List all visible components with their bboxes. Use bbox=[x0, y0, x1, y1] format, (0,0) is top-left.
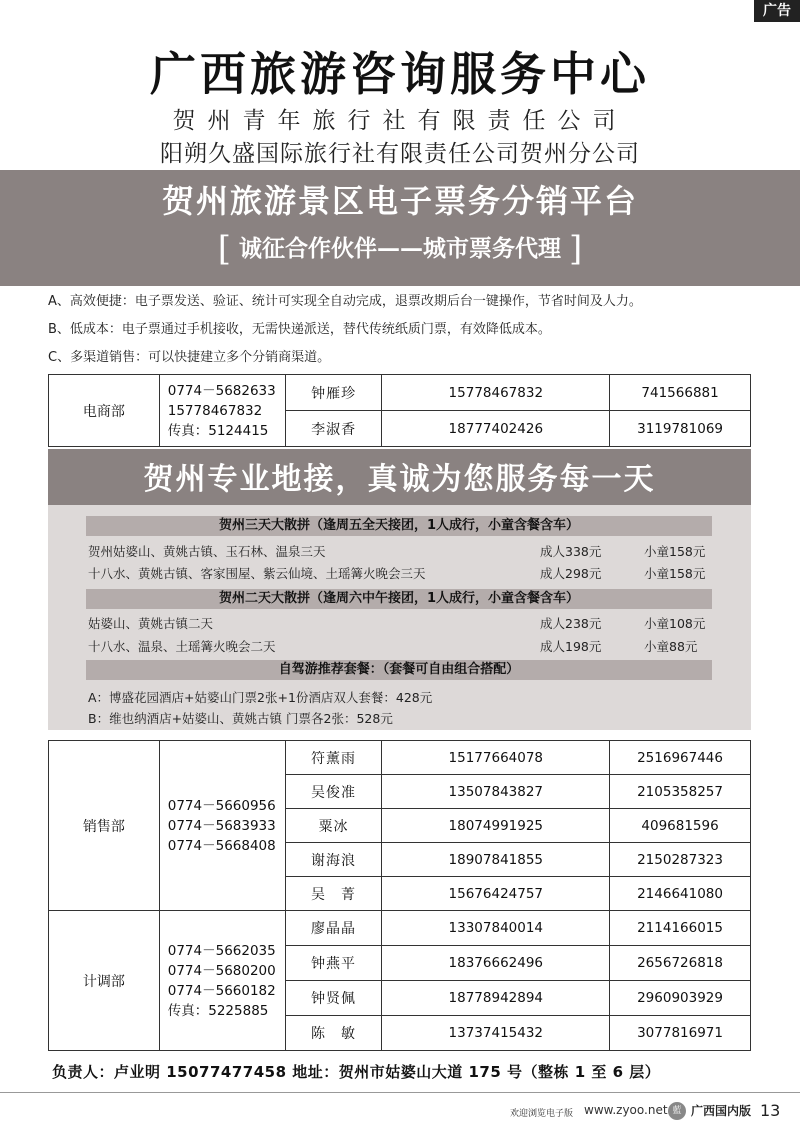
contact-mobile: 18778942894 bbox=[382, 981, 610, 1016]
tour-route: 贺州姑婆山、黄姚古镇、玉石林、温泉三天 bbox=[88, 544, 326, 559]
contact-name: 吴 菁 bbox=[285, 877, 382, 911]
contact-qq: 2656726818 bbox=[610, 946, 751, 981]
contact-name: 符薰雨 bbox=[285, 741, 382, 775]
phone-line: 15778467832 bbox=[167, 402, 263, 419]
contact-qq: 741566881 bbox=[610, 375, 751, 411]
feature-a: A、高效便捷：电子票发送、验证、统计可实现全自动完成，退票改期后台一键操作，节省时间及人力。 bbox=[48, 294, 642, 309]
dept-label: 电商部 bbox=[49, 375, 160, 447]
logo-icon: 藍 bbox=[668, 1102, 686, 1120]
tour-child-price: 小童108元 bbox=[644, 616, 706, 631]
tour-adult-price: 成人238元 bbox=[540, 616, 602, 631]
contact-mobile: 13507843827 bbox=[382, 775, 610, 809]
contact-qq: 2105358257 bbox=[610, 775, 751, 809]
phone-line: 0774－5682633 bbox=[167, 382, 276, 399]
table-row bbox=[49, 741, 751, 775]
site-link[interactable]: www.zyoo.net bbox=[584, 1103, 668, 1117]
company-name-2: 阳朔久盛国际旅行社有限责任公司贺州分公司 bbox=[160, 141, 640, 167]
contact-mobile: 15676424757 bbox=[382, 877, 610, 911]
recruit-text: 诚征合作伙伴——城市票务代理 bbox=[239, 235, 561, 262]
contact-name: 钟燕平 bbox=[285, 946, 382, 981]
contact-qq: 2516967446 bbox=[610, 741, 751, 775]
dept-label: 销售部 bbox=[49, 741, 160, 911]
dept-label: 计调部 bbox=[49, 911, 160, 1051]
contact-name: 廖晶晶 bbox=[285, 911, 382, 946]
phone-line: 0774－5668408 bbox=[167, 837, 276, 854]
contact-name: 钟雁珍 bbox=[285, 375, 382, 411]
feature-c: C、多渠道销售：可以快捷建立多个分销商渠道。 bbox=[48, 350, 331, 365]
two-day-header: 贺州二天大散拼（逢周六中午接团，1人成行，小童含餐含车） bbox=[86, 589, 712, 609]
contact-qq: 409681596 bbox=[610, 809, 751, 843]
page-title: 广西旅游咨询服务中心 bbox=[150, 47, 650, 101]
tour-child-price: 小童158元 bbox=[644, 566, 706, 581]
bottom-divider bbox=[0, 1092, 800, 1093]
tour-route: 十八水、温泉、土瑶篝火晚会二天 bbox=[88, 639, 276, 654]
contact-name: 李淑香 bbox=[285, 411, 382, 447]
contact-mobile: 13737415432 bbox=[382, 1016, 610, 1051]
contact-mobile: 15778467832 bbox=[382, 375, 610, 411]
welcome-text: 欢迎浏览电子版 bbox=[510, 1109, 574, 1119]
dept-phones bbox=[159, 741, 285, 911]
table-row bbox=[49, 911, 751, 946]
tour-child-price: 小童88元 bbox=[644, 639, 698, 654]
contact-name: 谢海浪 bbox=[285, 843, 382, 877]
contact-qq: 3119781069 bbox=[610, 411, 751, 447]
package-a: A：博盛花园酒店+姑婆山门票2张+1份酒店双人套餐：428元 bbox=[88, 690, 433, 705]
tour-route: 十八水、黄姚古镇、客家围屋、紫云仙境、土瑶篝火晚会三天 bbox=[88, 566, 426, 581]
contact-name: 吴俊准 bbox=[285, 775, 382, 809]
contact-qq: 2114166015 bbox=[610, 911, 751, 946]
tour-adult-price: 成人198元 bbox=[540, 639, 602, 654]
contact-qq: 2150287323 bbox=[610, 843, 751, 877]
contact-mobile: 18376662496 bbox=[382, 946, 610, 981]
company-name-1: 贺州青年旅行社有限责任公司 bbox=[172, 108, 628, 134]
contact-name: 粟冰 bbox=[285, 809, 382, 843]
manager-address: 负责人：卢业明 15077477458 地址：贺州市姑婆山大道 175 号（整栋 1 至 6 层） bbox=[52, 1063, 661, 1081]
tour-adult-price: 成人298元 bbox=[540, 566, 602, 581]
contact-name: 陈 敏 bbox=[285, 1016, 382, 1051]
contact-mobile: 18074991925 bbox=[382, 809, 610, 843]
page-number: 13 bbox=[760, 1101, 781, 1120]
contact-mobile: 15177664078 bbox=[382, 741, 610, 775]
tour-banner: 贺州专业地接，真诚为您服务每一天 bbox=[143, 462, 656, 497]
package-b: B：维也纳酒店+姑婆山、黄姚古镇 门票各2张：528元 bbox=[88, 711, 393, 726]
contact-name: 钟贤佩 bbox=[285, 981, 382, 1016]
phone-line: 0774－5660182 bbox=[167, 982, 276, 999]
self-drive-header: 自驾游推荐套餐：（套餐可自由组合搭配） bbox=[86, 660, 712, 680]
tour-route: 姑婆山、黄姚古镇二天 bbox=[88, 616, 214, 631]
page-footer bbox=[0, 1098, 800, 1127]
feature-b: B、低成本：电子票通过手机接收，无需快递派送，替代传统纸质门票，有效降低成本。 bbox=[48, 322, 551, 337]
contact-mobile: 18777402426 bbox=[382, 411, 610, 447]
contact-qq: 3077816971 bbox=[610, 1016, 751, 1051]
table-row bbox=[49, 375, 751, 411]
bracket-left: [ bbox=[217, 229, 231, 269]
tour-child-price: 小童158元 bbox=[644, 544, 706, 559]
platform-title: 贺州旅游景区电子票务分销平台 bbox=[161, 182, 638, 220]
contact-qq: 2960903929 bbox=[610, 981, 751, 1016]
contact-mobile: 13307840014 bbox=[382, 911, 610, 946]
ecommerce-table bbox=[48, 374, 751, 447]
fax-line: 传真：5124415 bbox=[167, 422, 269, 439]
contacts-table bbox=[48, 740, 751, 1051]
dept-phones bbox=[159, 911, 285, 1051]
fax-line: 传真：5225885 bbox=[167, 1002, 269, 1019]
bracket-right: ] bbox=[569, 229, 583, 269]
contact-qq: 2146641080 bbox=[610, 877, 751, 911]
phone-line: 0774－5662035 bbox=[167, 942, 276, 959]
platform-subtitle bbox=[0, 229, 800, 269]
dept-phones bbox=[159, 375, 285, 447]
phone-line: 0774－5683933 bbox=[167, 817, 276, 834]
phone-line: 0774－5660956 bbox=[167, 797, 276, 814]
three-day-header: 贺州三天大散拼（逢周五全天接团，1人成行，小童含餐含车） bbox=[86, 516, 712, 536]
phone-line: 0774－5680200 bbox=[167, 962, 276, 979]
edition-label: 广西国内版 bbox=[690, 1104, 751, 1118]
tour-adult-price: 成人338元 bbox=[540, 544, 602, 559]
ad-tag: 广告 bbox=[754, 0, 800, 22]
contact-mobile: 18907841855 bbox=[382, 843, 610, 877]
